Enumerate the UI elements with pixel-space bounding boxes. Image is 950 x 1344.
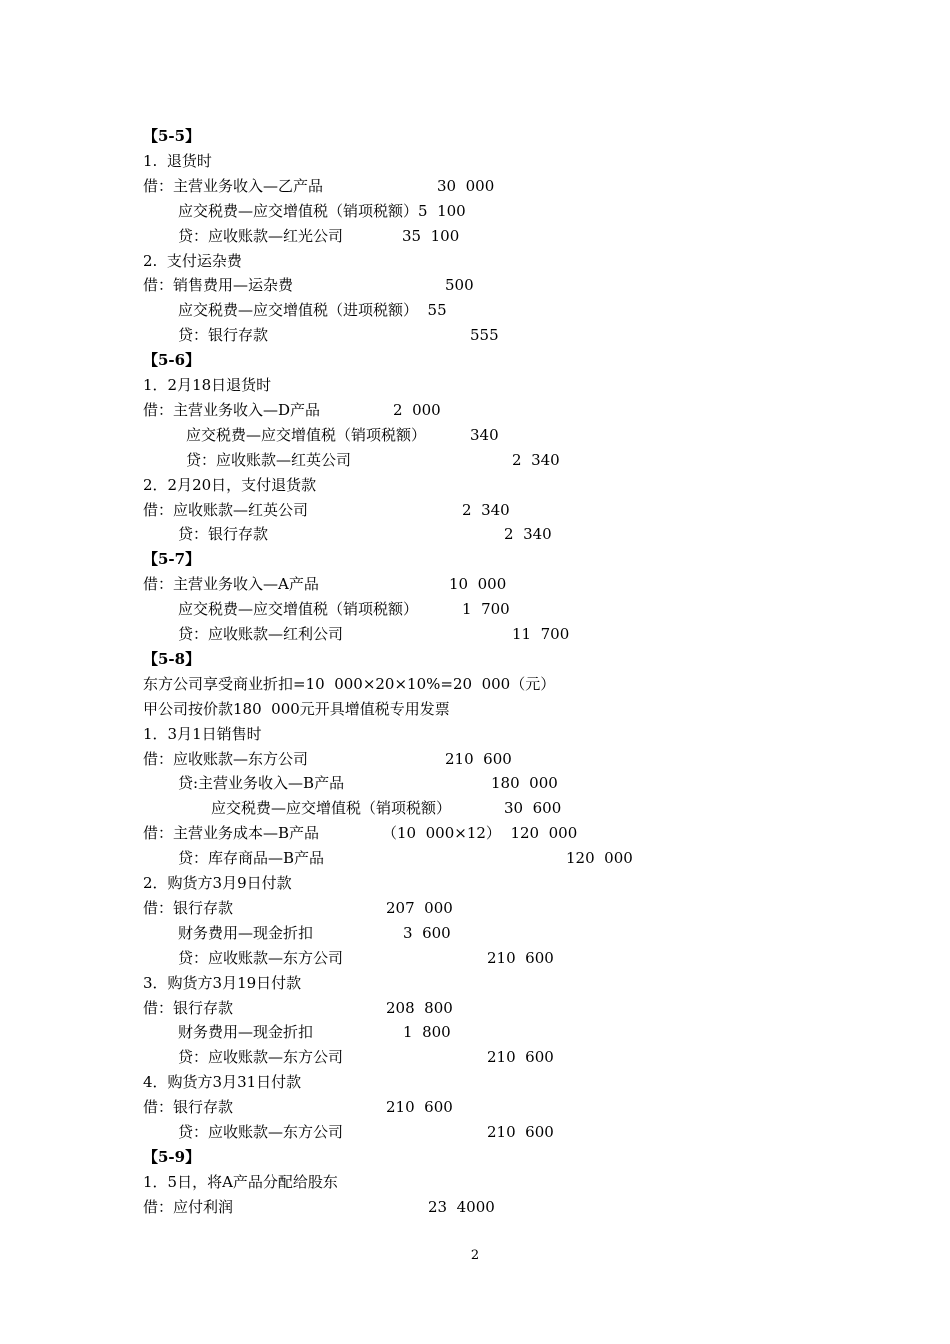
line-text: 【5-6】: [143, 351, 201, 370]
text-line: [0, 423, 950, 448]
text-line: [0, 448, 950, 473]
text-line: [0, 249, 950, 274]
line-text: 借：银行存款: [143, 998, 234, 1017]
line-amount: 30 600: [504, 799, 562, 818]
line-text: 借：主营业务收入—A产品: [143, 575, 319, 594]
line-text: 贷：银行存款: [178, 326, 269, 345]
line-text: 贷：银行存款: [178, 525, 269, 544]
line-text: 借：银行存款: [143, 898, 234, 917]
line-text: 借：主营业务成本—B产品: [143, 824, 320, 843]
line-text: 【5-8】: [143, 649, 201, 668]
line-text: 应交税费—应交增值税（销项税额）5 100: [178, 201, 466, 220]
line-text: 财务费用—现金折扣: [178, 1023, 314, 1042]
text-line: [0, 124, 950, 149]
line-text: 1．3月1日销售时: [143, 724, 262, 743]
line-text: 4．购货方3月31日付款: [143, 1073, 302, 1092]
line-text: 应交税费—应交增值税（销项税额）: [186, 425, 427, 444]
line-text: 贷：应收账款—东方公司: [178, 948, 344, 967]
line-amount: 30 000: [437, 176, 495, 195]
line-text: 2．2月20日，支付退货款: [143, 475, 317, 494]
text-line: [0, 1045, 950, 1070]
line-text: 应交税费—应交增值税（销项税额）: [178, 600, 419, 619]
text-line: [0, 1145, 950, 1170]
text-line: [0, 821, 950, 846]
line-text: 应交税费—应交增值税（进项税额） 55: [178, 301, 447, 320]
text-line: [0, 771, 950, 796]
line-text: 1．5日，将A产品分配给股东: [143, 1172, 338, 1191]
line-amount: 555: [470, 326, 499, 345]
line-amount: 180 000: [491, 774, 558, 793]
text-line: [0, 896, 950, 921]
line-amount: 1 800: [403, 1023, 451, 1042]
line-text: 【5-5】: [143, 127, 201, 145]
line-text: 贷：应收账款—红英公司: [186, 450, 352, 469]
text-line: [0, 672, 950, 697]
line-text: 1．2月18日退货时: [143, 376, 272, 394]
line-amount: 23 4000: [428, 1197, 495, 1216]
line-amount: 1 700: [462, 600, 510, 619]
text-line: [0, 572, 950, 597]
line-text: 财务费用—现金折扣: [178, 923, 314, 942]
text-line: [0, 1195, 950, 1220]
text-line: [0, 647, 950, 672]
line-amount: 2 340: [504, 525, 552, 544]
text-line: [0, 224, 950, 249]
line-text: 借：销售费用—运杂费: [143, 276, 294, 295]
line-amount: 10 000: [449, 575, 507, 594]
text-line: [0, 1170, 950, 1195]
text-line: [0, 473, 950, 498]
line-amount: 2 340: [462, 500, 510, 519]
line-text: 借：应付利润: [143, 1197, 234, 1216]
text-line: [0, 796, 950, 821]
line-text: 借：主营业务收入—D产品: [143, 400, 321, 419]
line-amount: 2 340: [512, 450, 560, 469]
line-amount: 500: [445, 276, 474, 295]
line-text: 贷：库存商品—B产品: [178, 849, 325, 868]
text-line: [0, 348, 950, 373]
text-line: [0, 597, 950, 622]
text-line: [0, 921, 950, 946]
line-amount: 340: [470, 425, 499, 444]
text-line: [0, 697, 950, 722]
line-amount: 210 600: [487, 948, 554, 967]
text-line: [0, 398, 950, 423]
text-line: [0, 547, 950, 572]
text-line: [0, 747, 950, 772]
text-line: [0, 373, 950, 398]
line-text: 贷:主营业务收入—B产品: [178, 774, 345, 793]
text-line: [0, 498, 950, 523]
line-text: 贷：应收账款—东方公司: [178, 1123, 344, 1141]
line-amount: 210 600: [386, 1098, 453, 1117]
text-line: [0, 946, 950, 971]
text-line: [0, 323, 950, 348]
text-line: [0, 1120, 950, 1145]
line-amount: （10 000×12） 120 000: [382, 824, 578, 843]
line-amount: 210 600: [487, 1048, 554, 1067]
text-line: [0, 199, 950, 224]
text-line: [0, 1095, 950, 1120]
text-line: [0, 1020, 950, 1045]
line-text: 借：应收账款—东方公司: [143, 749, 309, 768]
line-amount: 11 700: [512, 625, 570, 643]
line-text: 2．购货方3月9日付款: [143, 874, 292, 892]
line-text: 1. 退货时: [143, 151, 212, 170]
text-line: [0, 298, 950, 323]
text-line: [0, 722, 950, 747]
line-amount: 210 600: [487, 1123, 554, 1141]
text-line: [0, 174, 950, 199]
line-amount: 3 600: [403, 923, 451, 942]
line-amount: 35 100: [402, 226, 460, 245]
line-text: 借：主营业务收入—乙产品: [143, 176, 324, 195]
text-line: [0, 149, 950, 174]
text-line: [0, 871, 950, 896]
line-text: 贷：应收账款—红光公司: [178, 226, 344, 245]
line-text: 借：银行存款: [143, 1098, 234, 1117]
text-line: [0, 273, 950, 298]
text-line: [0, 522, 950, 547]
line-text: 贷：应收账款—红利公司: [178, 625, 344, 643]
line-amount: 208 800: [386, 998, 453, 1017]
text-line: [0, 622, 950, 647]
line-amount: 207 000: [386, 898, 453, 917]
text-line: [0, 971, 950, 996]
line-text: 【5-9】: [143, 1147, 201, 1166]
line-text: 应交税费—应交增值税（销项税额）: [211, 799, 452, 818]
text-line: [0, 846, 950, 871]
text-line: [0, 996, 950, 1021]
page-number: 2: [470, 1248, 480, 1263]
text-line: [0, 1070, 950, 1095]
line-text: 甲公司按价款180 000元开具增值税专用发票: [143, 699, 450, 718]
line-text: 2. 支付运杂费: [143, 251, 242, 270]
line-amount: 120 000: [566, 849, 633, 868]
line-text: 3．购货方3月19日付款: [143, 973, 302, 992]
line-amount: 2 000: [393, 400, 441, 419]
line-text: 借：应收账款—红英公司: [143, 500, 309, 519]
line-text: 贷：应收账款—东方公司: [178, 1048, 344, 1067]
line-text: 【5-7】: [143, 550, 201, 569]
line-text: 东方公司享受商业折扣=10 000×20×10%=20 000（元）: [143, 674, 556, 693]
line-amount: 210 600: [445, 749, 512, 768]
